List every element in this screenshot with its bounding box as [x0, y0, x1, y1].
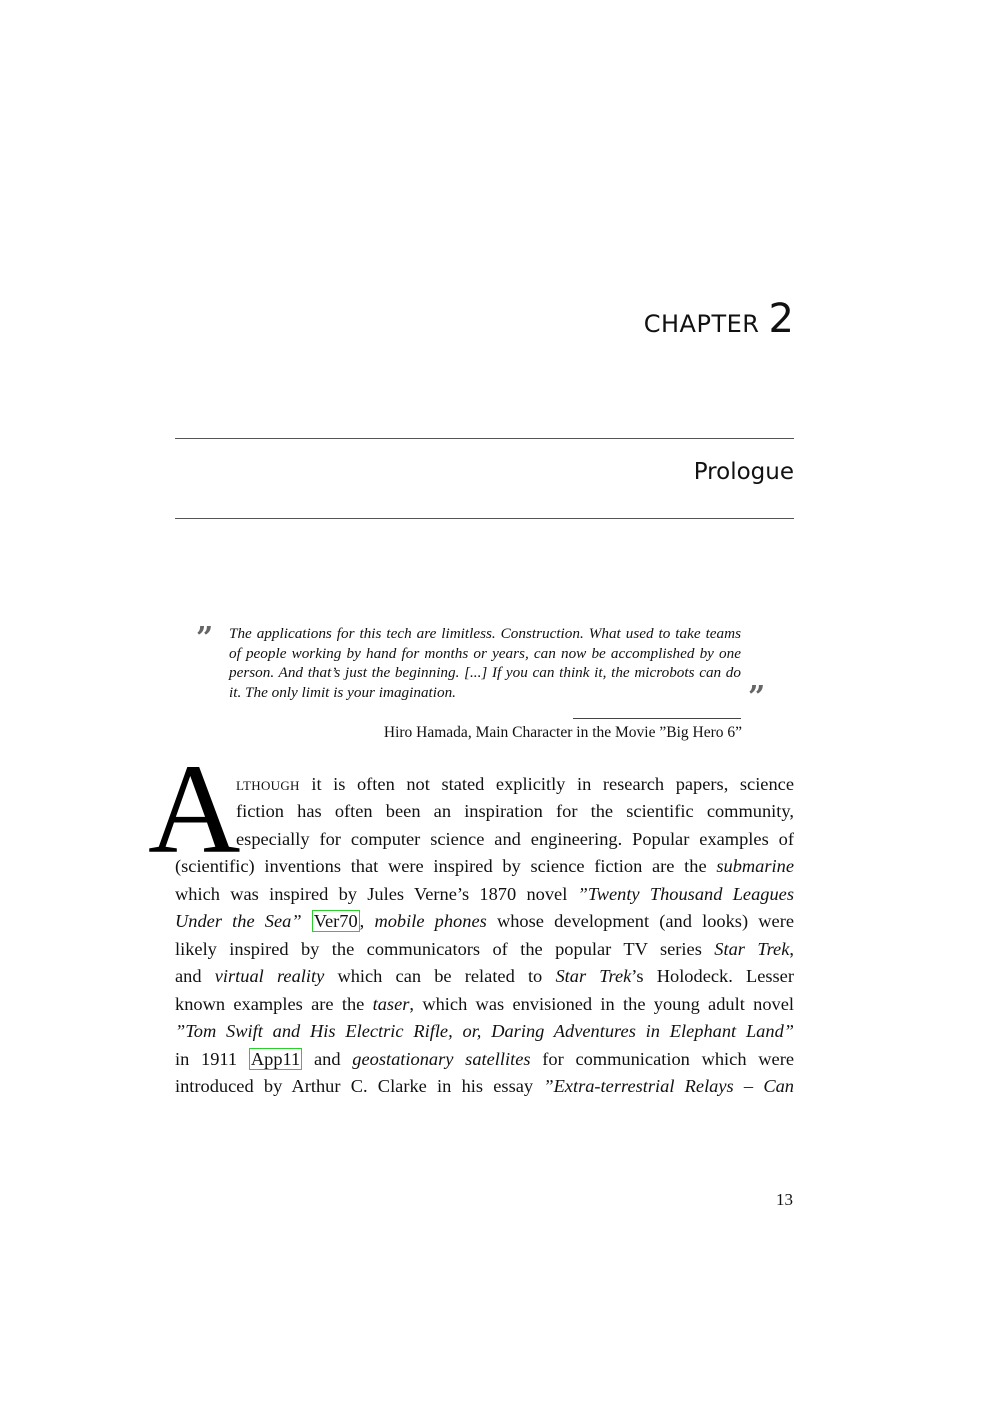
- page-number: 13: [776, 1190, 793, 1209]
- epigraph-attribution: Hiro Hamada, Main Character in the Movie ”Big Hero 6”: [383, 724, 742, 741]
- emphasis-text: Under the Sea”: [175, 911, 302, 931]
- body-line: [175, 962, 794, 990]
- body-line: [175, 852, 794, 880]
- body-line: [175, 1072, 794, 1100]
- body-line: [236, 770, 794, 798]
- top-rule: [175, 438, 794, 439]
- citation-link[interactable]: Ver70: [313, 911, 358, 931]
- body-text: likely inspired by the communicators of the popular TV series: [175, 939, 702, 959]
- body-text: ’s Holodeck. Lesser: [631, 966, 794, 986]
- body-line: [236, 797, 794, 825]
- body-line: [175, 880, 794, 908]
- body-line: [175, 907, 794, 935]
- body-text: introduced by Arthur C. Clarke in his essay: [175, 1076, 534, 1096]
- emphasis-text: ”Twenty Thousand Leagues: [577, 884, 794, 904]
- emphasis-text: ”Extra-terrestrial Relays – Can: [543, 1076, 794, 1096]
- emphasis-text: Star Trek: [555, 966, 632, 986]
- body-text: especially for computer science and engineering. Popular examples of: [236, 829, 794, 849]
- body-line: [236, 825, 794, 853]
- body-text: ,: [359, 911, 365, 931]
- epigraph-text: The applications for this tech are limitless. Construction. What used to take teams of people working by hand for months or years, can now be accomplished by one person. And that’s just the beginning. [...] If you can think it, the microbots can do it. The only limit is your imagination.: [229, 625, 741, 702]
- attribution-rule: [573, 718, 741, 719]
- emphasis-text: mobile phones: [374, 911, 487, 931]
- small-caps-opening: lthough: [236, 774, 300, 794]
- chapter-label: CHAPTER: [643, 310, 760, 338]
- body-text: (scientific) inventions that were inspired by science fiction are the: [175, 856, 707, 876]
- body-text: whose development (and looks) were: [496, 911, 794, 931]
- chapter-title: Prologue: [693, 459, 794, 485]
- emphasis-text: geostationary satellites: [352, 1049, 531, 1069]
- citation-link[interactable]: App11: [250, 1049, 301, 1069]
- body-text: , which was envisioned in the young adult novel: [409, 994, 794, 1014]
- chapter-number: 2: [768, 296, 794, 342]
- emphasis-text: submarine: [716, 856, 794, 876]
- emphasis-text: taser: [372, 994, 410, 1014]
- body-text: and: [314, 1049, 341, 1069]
- body-text: for communication which were: [542, 1049, 794, 1069]
- body-text: in 1911: [175, 1049, 238, 1069]
- body-text: it is often not stated explicitly in research papers, science: [311, 774, 794, 794]
- body-line: [175, 1017, 794, 1045]
- close-quote-mark: ”: [748, 680, 766, 715]
- emphasis-text: virtual reality: [214, 966, 325, 986]
- open-quote-mark: ”: [196, 621, 214, 656]
- bottom-rule: [175, 518, 794, 519]
- body-text: known examples are the: [175, 994, 365, 1014]
- body-text: fiction has often been an inspiration for the scientific community,: [236, 801, 794, 821]
- body-text: ,: [789, 939, 794, 959]
- body-line: [175, 990, 794, 1018]
- body-text: and: [175, 966, 202, 986]
- body-text: which was inspired by Jules Verne’s 1870 novel: [175, 884, 568, 904]
- emphasis-text: Star Trek: [714, 939, 790, 959]
- chapter-heading: [644, 296, 794, 342]
- body-line: [175, 935, 794, 963]
- body-text: which can be related to: [337, 966, 543, 986]
- drop-cap: A: [148, 738, 241, 880]
- body-line: [175, 1045, 794, 1073]
- emphasis-text: ”Tom Swift and His Electric Rifle, or, Daring Adventures in Elephant Land”: [175, 1021, 794, 1041]
